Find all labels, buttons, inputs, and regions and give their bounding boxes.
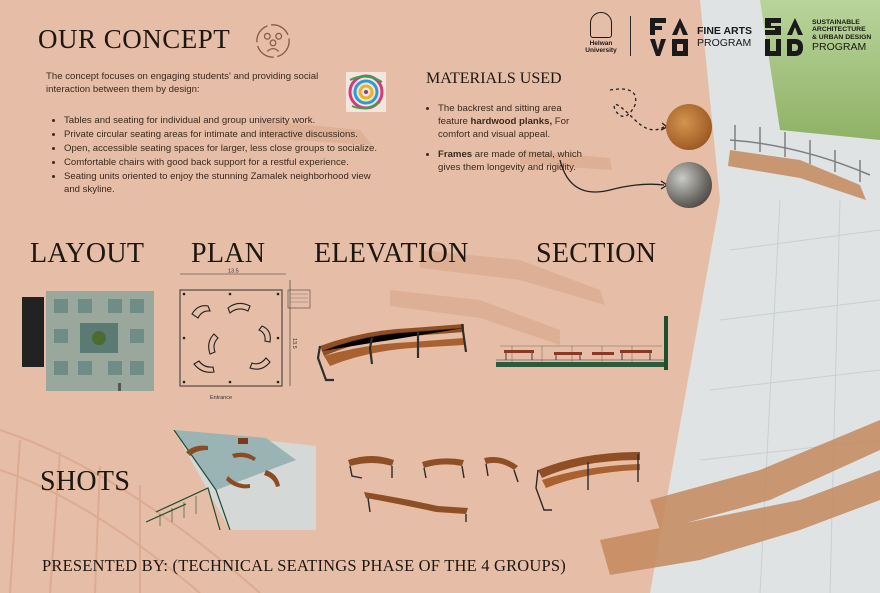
list-item: • Seating units oriented to enjoy the stunning Zamalek neighborhood view and skyline. xyxy=(64,170,380,196)
plan-heading: PLAN xyxy=(191,238,266,269)
elevation-bench-render xyxy=(314,318,470,382)
list-item: • Frames are made of metal, which gives them longevity and rigidity. xyxy=(438,148,588,174)
layout-top-view xyxy=(22,291,154,391)
sustainable-architecture-logo-icon xyxy=(765,18,805,56)
shot-bench-renders xyxy=(342,448,648,524)
colorful-swirl-graphic xyxy=(346,72,386,112)
logo-text: University xyxy=(585,47,617,54)
metal-material-sample xyxy=(666,162,712,208)
helwan-university-logo xyxy=(584,12,618,54)
plan-drawing xyxy=(168,268,318,406)
plan-dimension-side: 13.5 xyxy=(291,338,297,349)
list-item: • Tables and seating for individual and group university work. xyxy=(64,114,380,127)
list-item: • The backrest and sitting area feature hardwood planks, For comfort and visual appeal. xyxy=(438,102,588,141)
helwan-emblem-icon xyxy=(590,12,612,38)
people-group-icon xyxy=(254,22,292,60)
elevation-heading: ELEVATION xyxy=(314,238,469,269)
shots-heading: SHOTS xyxy=(40,466,131,497)
dashed-arrows xyxy=(540,80,670,220)
logo-text: Helwan xyxy=(589,40,613,47)
page-title: OUR CONCEPT xyxy=(38,24,231,54)
logo-divider xyxy=(630,16,631,56)
plan-dimension-top: 13.5 xyxy=(228,268,239,275)
section-drawing xyxy=(492,316,670,372)
fine-arts-logo-icon xyxy=(650,18,690,56)
list-item: • Open, accessible seating spaces for larger, less close groups to socialize. xyxy=(64,142,380,155)
presented-by-footer: PRESENTED BY: (TECHNICAL SEATINGS PHASE OF THE 4 GROUPS) xyxy=(42,556,566,575)
section-heading: SECTION xyxy=(536,238,657,269)
hardwood-material-sample xyxy=(666,104,712,150)
concept-list xyxy=(50,114,380,197)
materials-title: MATERIALS USED xyxy=(426,70,562,87)
list-item: • Comfortable chairs with good back support for a restful experience. xyxy=(64,156,380,169)
sustainable-architecture-logo-text: SUSTAINABLE ARCHITECTURE & URBAN DESIGN PROGRAM xyxy=(812,19,872,54)
shot-aerial-view xyxy=(146,430,316,530)
list-item: • Private circular seating areas for intimate and interactive discussions. xyxy=(64,128,380,141)
fine-arts-logo-text: FINE ARTS PROGRAM xyxy=(697,25,753,49)
concept-intro: The concept focuses on engaging students' and providing social interaction between them by design: xyxy=(46,71,319,95)
plan-entrance-label: Entrance xyxy=(210,395,233,401)
layout-heading: LAYOUT xyxy=(30,238,145,269)
